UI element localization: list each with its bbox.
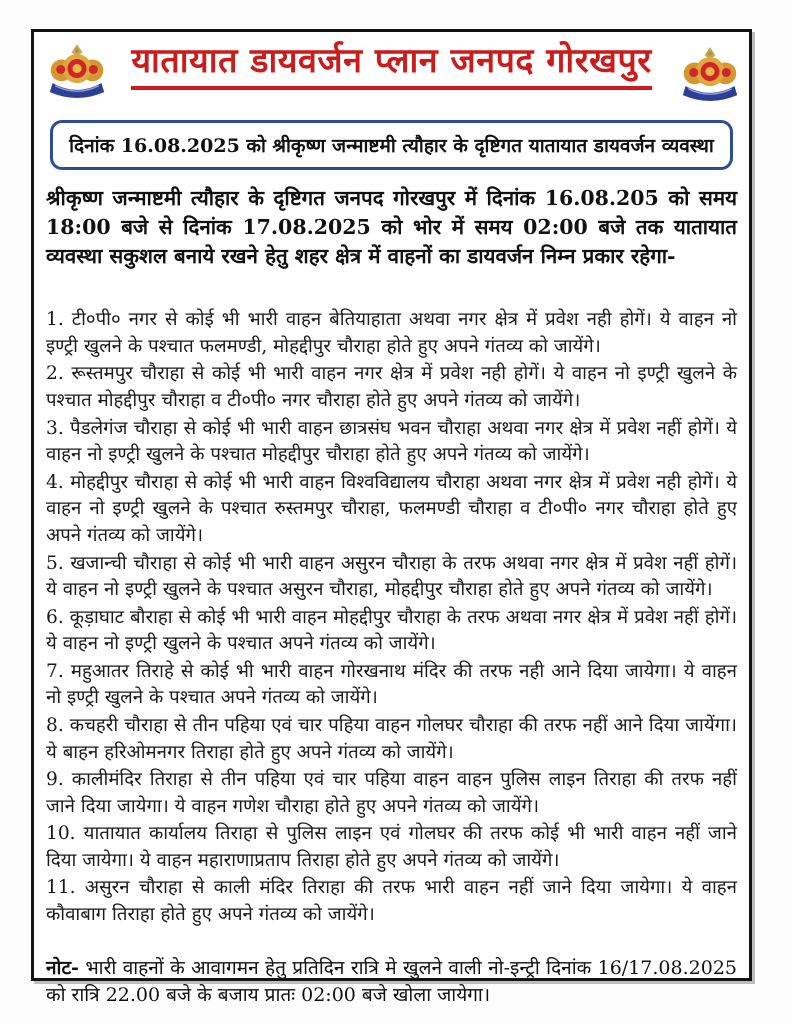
list-item [46, 767, 737, 820]
item-text: कूड़ाघाट बौराहा से कोई भी भारी वाहन मोहद्दीपुर चौराहा के तरफ अथवा नगर क्षेत्र में प्रवेश नहीं होगें। ये वाहन नो इण्ट्री खुलने के पश्चात अपने गंतव्य को जायेंगे। [46, 606, 737, 655]
item-number: 5. [46, 552, 64, 574]
item-number: 2. [46, 363, 64, 385]
item-number: 3. [46, 417, 64, 439]
title-wrap [110, 38, 673, 90]
list-item [46, 551, 737, 604]
up-police-emblem-icon [681, 46, 739, 108]
item-text: महुआतर तिराहे से कोई भी भारी वाहन गोरखनाथ मंदिर की तरफ नही आने दिया जायेगा। ये वाहन नो इण्ट्री खुलने के पश्चात अपने गंतव्य को जायेंगे। [46, 660, 738, 709]
up-police-emblem-icon [48, 43, 106, 105]
item-text: टी०पी० नगर से कोई भी भारी वाहन बेतियाहाता अथवा नगर क्षेत्र में प्रवेश नही होगें। ये वाहन नो इण्ट्री खुलने के पश्चात फलमण्डी, मोहद्दीपुर चौराहा होते हुए अपने गंतव्य को जायेंगे। [46, 309, 738, 357]
note-paragraph [46, 955, 737, 1010]
header [44, 38, 739, 114]
item-number: 9. [46, 769, 64, 791]
list-item [46, 821, 737, 874]
list-item [46, 713, 737, 766]
item-text: रूस्तमपुर चौराहा से कोई भी भारी वाहन नगर क्षेत्र में प्रवेश नही होगें। ये वाहन नो इण्ट्री खुलने के पश्चात मोहद्दीपुर चौराहा व टी०पी० नगर चौराहा होते हुए अपने गंतव्य को जायेंगे। [46, 363, 737, 412]
list-item [46, 470, 737, 550]
intro-paragraph: श्रीकृष्ण जन्माष्टमी त्यौहार के दृष्टिगत जनपद गोरखपुर में दिनांक 16.08.205 को समय 18:00 बजे से दिनांक 17.08.2025 को भोर में समय 02:00 बजे तक यातायात व्यवस्था सकुशल बनाये रखने हेतु शहर क्षेत्र में वाहनों का डायवर्जन निम्न प्रकार रहेगा- [46, 186, 737, 269]
page-title: यातायात डायवर्जन प्लान जनपद गोरखपुर [131, 42, 651, 90]
list-item [46, 307, 737, 360]
item-number: 8. [46, 715, 64, 736]
item-text: मोहद्दीपुर चौराहा से कोई भी भारी वाहन विश्वविद्यालय चौराहा अथवा नगर क्षेत्र में प्रवेश नही होगें। ये वाहन नो इण्ट्री खुलने के पश्चात रुस्तमपुर चौराहा, फलमण्डी चौराहा व टी०पी० नगर चौराहा होते हुए अपने गंतव्य को जायेंगे। [46, 471, 737, 546]
item-text: खजान्ची चौराहा से कोई भी भारी वाहन असुरन चौराहा के तरफ अथवा नगर क्षेत्र में प्रवेश नहीं होगें। ये वाहन नो इण्ट्री खुलने के पश्चात असुरन चौराहा, मोहद्दीपुर चौराहा होते हुए अपने गंतव्य को जायेंगे। [46, 552, 737, 601]
item-number: 7. [46, 660, 64, 682]
list-item [46, 659, 737, 712]
subtitle-box: दिनांक 16.08.2025 को श्रीकृष्ण जन्माष्टमी त्यौहार के दृष्टिगत यातायात डायवर्जन व्यवस्था [50, 120, 733, 170]
item-text: कचहरी चौराहा से तीन पहिया एवं चार पहिया वाहन गोलघर चौराहा की तरफ नहीं आने दिया जायेंगा। ये बाहन हरिओमनगर तिराहा होते हुए अपने गंतव्य को जायेंगे। [46, 715, 737, 763]
item-text: असुरन चौराहा से काली मंदिर तिराहा की तरफ भारी वाहन नहीं जाने दिया जायेगा। ये वाहन कौवाबाग तिराहा होते हुए अपने गंतव्य को जायेंगे। [46, 877, 737, 926]
list-item [46, 416, 737, 469]
item-number: 10. [46, 823, 76, 845]
item-text: यातायात कार्यालय तिराहा से पुलिस लाइन एवं गोलघर की तरफ कोई भी भारी वाहन नहीं जाने दिया जायेगा। ये वाहन महाराणाप्रताप तिराहा होते हुए अपने गंतव्य को जायेंगे। [46, 823, 737, 871]
item-text: कालीमंदिर तिराहा से तीन पहिया एवं चार पहिया वाहन वाहन पुलिस लाइन तिराहा की तरफ नहीं जाने दिया जायेगा। ये वाहन गणेश चौराहा होते हुए अपने गंतव्य को जायेंगे। [46, 769, 737, 817]
list-item [46, 875, 737, 928]
list-item [46, 605, 737, 658]
item-number: 1. [46, 309, 64, 331]
item-number: 6. [46, 606, 64, 628]
subtitle-row [44, 120, 739, 170]
list-item [46, 361, 737, 414]
note-text: भारी वाहनों के आवागमन हेतु प्रतिदिन रात्रि मे खुलने वाली नो-इन्ट्री दिनांक 16/17.08.2025 को रात्रि 22.00 बजे के बजाय प्रातः 02:00 बजे खोला जायेगा। [46, 956, 737, 1007]
diversion-items-list [46, 307, 737, 928]
note-label: नोट- [46, 956, 79, 979]
item-number: 4. [46, 471, 64, 493]
item-text: पैडलेगंज चौराहा से कोई भी भारी वाहन छात्रसंघ भवन चौराहा अथवा नगर क्षेत्र में प्रवेश नहीं होगें। ये वाहन नो इण्ट्री खुलने के पश्चात मोहद्दीपुर चौराहा होते हुए अपने गंतव्य को जायेंगे। [46, 417, 737, 466]
traffic-diversion-notice [31, 29, 752, 1007]
item-number: 11. [46, 877, 76, 899]
